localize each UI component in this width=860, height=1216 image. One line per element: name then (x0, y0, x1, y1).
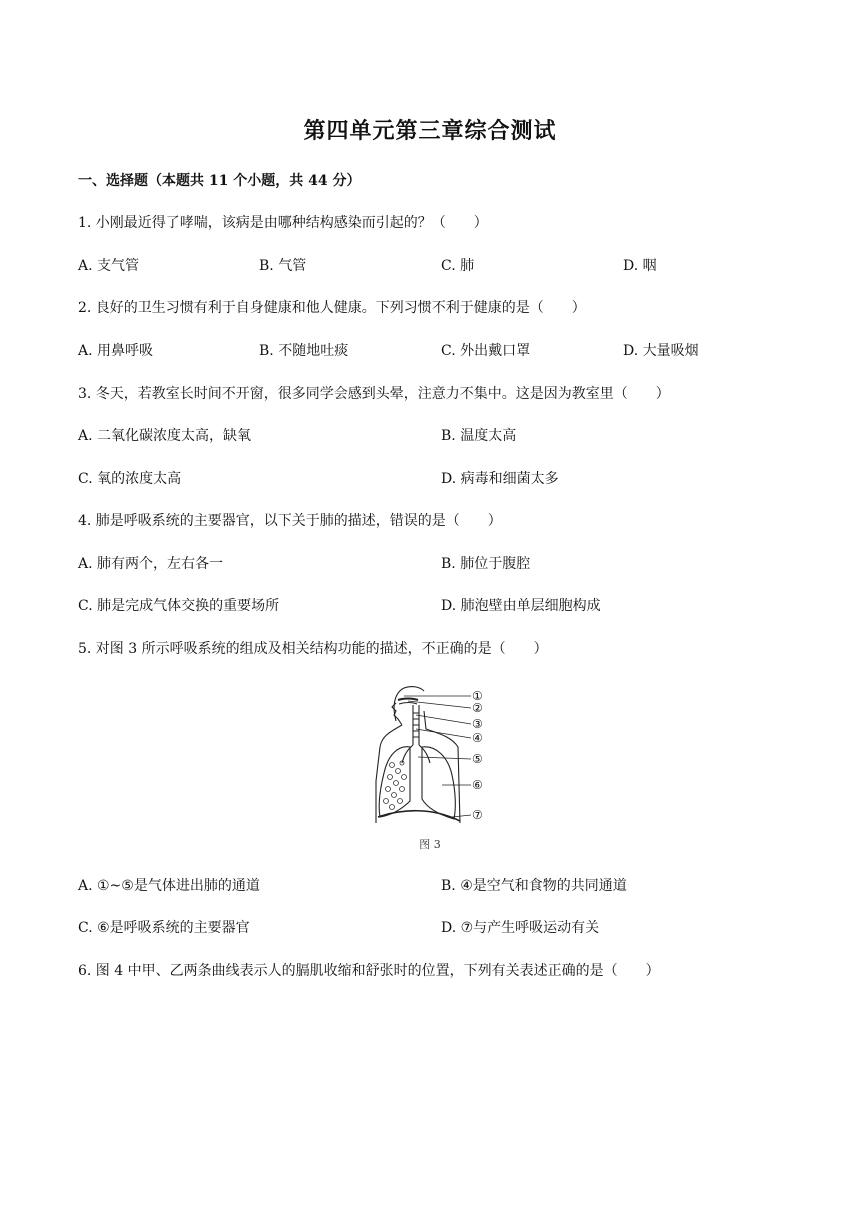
face-outline (392, 703, 402, 725)
question-1-stem: 1. 小刚最近得了哮喘，该病是由哪种结构感染而引起的？（ ） (78, 215, 488, 231)
question-2-option-a: A. 用鼻呼吸 (78, 343, 154, 359)
question-3-option-b: B. 温度太高 (441, 428, 517, 444)
question-5-option-a: A. ①~⑤是气体进出肺的通道 (78, 878, 260, 894)
figure-label-3: ③ (472, 717, 483, 731)
question-5-option-b: B. ④是空气和食物的共同通道 (441, 878, 627, 894)
question-1-option-c: C. 肺 (441, 258, 475, 274)
question-2-option-b: B. 不随地吐痰 (259, 343, 349, 359)
torso-outline (376, 711, 460, 823)
question-3-stem: 3. 冬天，若教室长时间不开窗，很多同学会感到头晕，注意力不集中。这是因为教室里（ ） (78, 386, 670, 402)
question-4-stem: 4. 肺是呼吸系统的主要器官，以下关于肺的描述，错误的是（ ） (78, 513, 502, 529)
question-3-option-d: D. 病毒和细菌太多 (441, 471, 559, 487)
nasal-cavity (398, 699, 418, 701)
diaphragm (378, 811, 460, 821)
question-4-option-d: D. 肺泡壁由单层细胞构成 (441, 598, 601, 614)
figure-label-5: ⑤ (472, 752, 483, 766)
respiratory-system-figure (368, 685, 490, 827)
figure-label-4: ④ (472, 731, 483, 745)
question-5-option-c: C. ⑥是呼吸系统的主要器官 (78, 920, 250, 936)
question-5-option-d: D. ⑦与产生呼吸运动有关 (441, 920, 600, 936)
figure-label-1: ① (472, 689, 483, 703)
question-5-stem: 5. 对图 3 所示呼吸系统的组成及相关结构功能的描述，不正确的是（ ） (78, 641, 548, 657)
question-3-option-a: A. 二氧化碳浓度太高，缺氧 (78, 428, 252, 444)
question-2-stem: 2. 良好的卫生习惯有利于自身健康和他人健康。下列习惯不利于健康的是（ ） (78, 300, 586, 316)
question-1-option-d: D. 咽 (623, 258, 657, 274)
question-1-option-b: B. 气管 (259, 258, 307, 274)
question-6-stem: 6. 图 4 中甲、乙两条曲线表示人的膈肌收缩和舒张时的位置，下列有关表述正确的是（ ） (78, 963, 660, 979)
question-1-option-a: A. 支气管 (78, 258, 140, 274)
question-4-option-a: A. 肺有两个，左右各一 (78, 556, 224, 572)
figure-label-7: ⑦ (472, 808, 483, 822)
page-title: 第四单元第三章综合测试 (303, 118, 557, 144)
question-4-option-c: C. 肺是完成气体交换的重要场所 (78, 598, 280, 614)
question-3-option-c: C. 氧的浓度太高 (78, 471, 182, 487)
figure-caption: 图 3 (419, 838, 441, 851)
question-2-option-d: D. 大量吸烟 (623, 343, 699, 359)
figure-label-2: ② (472, 701, 483, 715)
question-4-option-b: B. 肺位于腹腔 (441, 556, 531, 572)
alveoli-texture (384, 761, 407, 810)
bronchi (402, 745, 430, 763)
section-heading: 一、选择题（本题共 11 个小题，共 44 分） (78, 173, 361, 189)
question-2-option-c: C. 外出戴口罩 (441, 343, 531, 359)
figure-label-6: ⑥ (472, 778, 483, 792)
